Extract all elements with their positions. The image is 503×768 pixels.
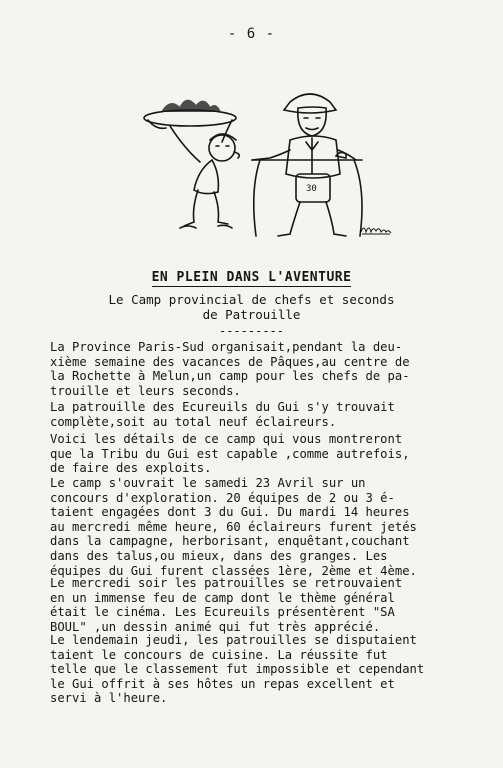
page-number: - 6 - xyxy=(227,26,276,42)
paragraph-6: Le lendemain jeudi, les patrouilles se disputaient taient le concours de cuisine. La réussite fut telle que le classement fut impossible et cependant le Gui offrit à ses hôtes un repas excellent et servi à l'heure. xyxy=(50,633,425,706)
paragraph-1: La Province Paris-Sud organisait,pendant la deu- xième semaine des vacances de Pâques,au centre de la Rochette à Melun,un camp pour les chefs de pa- trouille et leurs seconds. xyxy=(50,340,410,398)
paragraph-5: Le mercredi soir les patrouilles se retrouvaient en un immense feu de camp dont le thème général était le cinéma. Les Ecureuils présentèrent "SA BOUL" ,un dessin animé qui fut très apprécié. xyxy=(50,576,403,634)
scouts-cartoon-illustration xyxy=(140,80,380,250)
subtitle-underline: --------- xyxy=(218,324,285,338)
article-subtitle: Le Camp provincial de chefs et seconds de Patrouille xyxy=(108,292,395,322)
signature-mark xyxy=(360,222,392,236)
paragraph-3: Voici les détails de ce camp qui vous montreront que la Tribu du Gui est capable ,comme autrefois, de faire des exploits. xyxy=(50,432,410,476)
paragraph-4: Le camp s'ouvrait le samedi 23 Avril sur un concours d'exploration. 20 équipes de 2 ou 3 é- taient engagées dont 3 du Gui. Du mardi 14 heures au mercredi même heure, 60 éclaireurs furent jetés dans la campagne, herborisant, enquêtant,couchant dans des talus,ou mieux, dans des granges. Les équipes du Gui furent classées 1ère, 2ème et 4ème. xyxy=(50,476,417,578)
paragraph-2: La patrouille des Ecureuils du Gui s'y trouvait complète,soit au total neuf éclaireurs. xyxy=(50,400,395,429)
article-title: EN PLEIN DANS L'AVENTURE xyxy=(151,270,352,285)
chair-number: 30 xyxy=(306,184,317,194)
